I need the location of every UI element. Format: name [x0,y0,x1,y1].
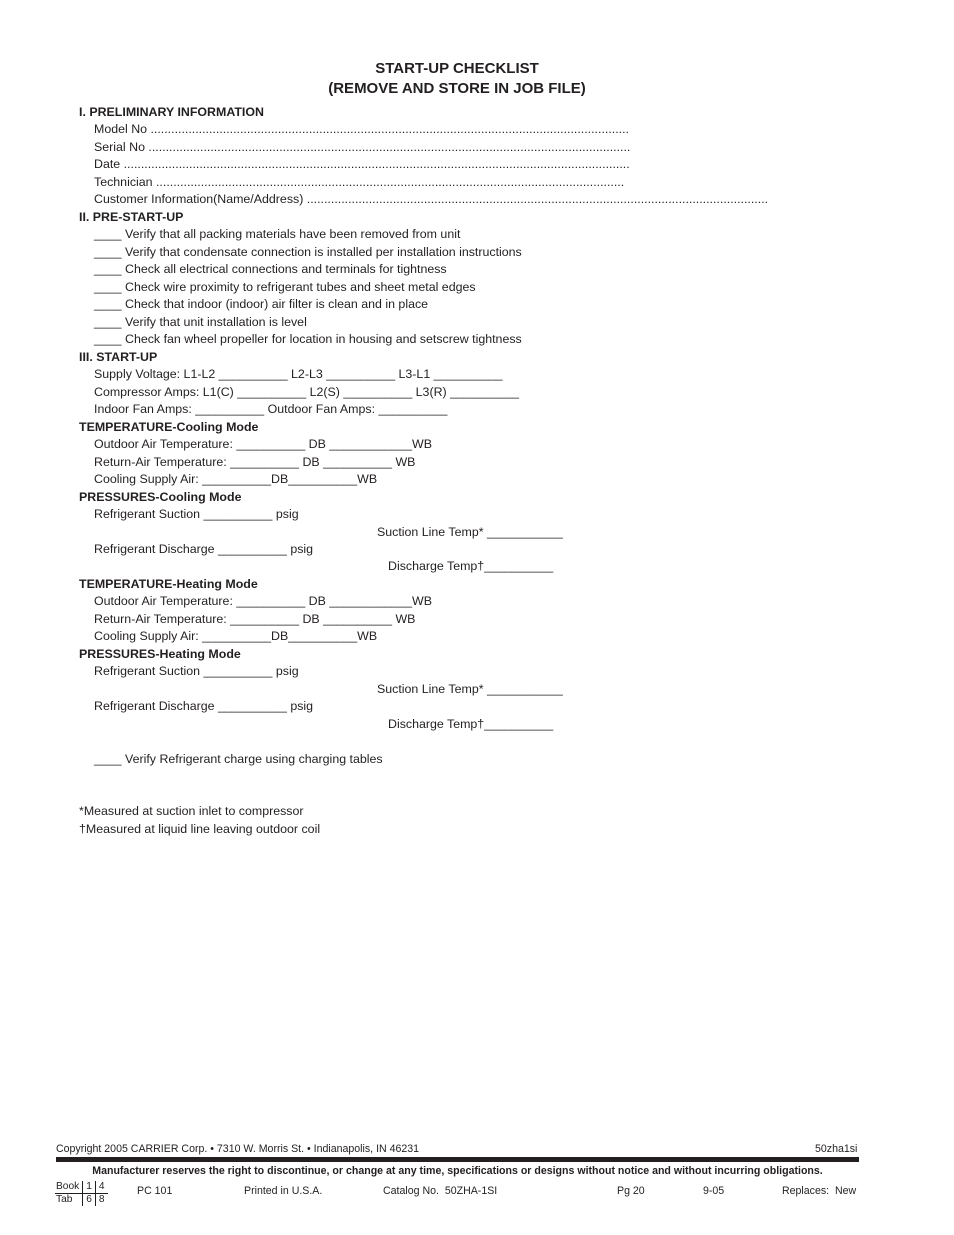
checklist-line: ____ Verify Refrigerant charge using charging tables [94,752,383,766]
checklist-line: †Measured at liquid line leaving outdoor coil [79,822,321,836]
checklist-line: Serial No ............................................................................................................................................ [94,140,631,154]
checklist-line: *Measured at suction inlet to compressor [79,804,304,818]
disclaimer: Manufacturer reserves the right to discontinue, or change at any time, specifications or designs without notice and without incurring obligations. [92,1165,823,1177]
checklist-line: Refrigerant Discharge __________ psig [94,699,314,713]
tab-number-2: 8 [95,1194,107,1207]
checklist-line: Cooling Supply Air: __________DB__________WB [94,472,378,486]
checklist-line: Suction Line Temp* ___________ [377,525,563,539]
document-code: 50zha1si [815,1143,858,1155]
checklist-line: ____ Check fan wheel propeller for location in housing and setscrew tightness [94,332,522,346]
checklist-line: Discharge Temp†__________ [388,717,554,731]
checklist-line: ____ Check all electrical connections and terminals for tightness [94,262,447,276]
book-number-1: 1 [83,1181,96,1194]
book-tab-table [55,1181,108,1206]
checklist-line: ____ Check that indoor (indoor) air filter is clean and in place [94,297,429,311]
checklist-line: ____ Verify that all packing materials have been removed from unit [94,227,461,241]
checklist-line: Suction Line Temp* ___________ [377,682,563,696]
checklist-line: Technician ........................................................................................................................................ [94,175,625,189]
checklist-line: Refrigerant Suction __________ psig [94,507,299,521]
checklist-line: Refrigerant Suction __________ psig [94,664,299,678]
section-heading: I. PRELIMINARY INFORMATION [79,105,264,119]
page-title: START-UP CHECKLIST [375,60,539,77]
checklist-line: Outdoor Air Temperature: __________ DB ____________WB [94,594,432,608]
checklist-line: ____ Verify that condensate connection is installed per installation instructions [94,245,522,259]
checklist-line: Customer Information(Name/Address) ...................................................................................................................................... [94,192,769,206]
book-label: Book [55,1181,83,1194]
pc-code: PC 101 [137,1185,173,1197]
checklist-line: Cooling Supply Air: __________DB__________WB [94,629,378,643]
section-heading: PRESSURES-Heating Mode [79,647,241,661]
printed-in: Printed in U.S.A. [244,1185,323,1197]
print-date: 9-05 [703,1185,725,1197]
checklist-line: Discharge Temp†__________ [388,559,554,573]
section-heading: PRESSURES-Cooling Mode [79,490,242,504]
tab-label: Tab [56,1194,73,1205]
checklist-line: ____ Verify that unit installation is level [94,315,307,329]
checklist-line: ____ Check wire proximity to refrigerant tubes and sheet metal edges [94,280,476,294]
footer-rule [56,1157,859,1162]
checklist-line: Model No ........................................................................................................................................... [94,122,629,136]
checklist-line: Outdoor Air Temperature: __________ DB ____________WB [94,437,432,451]
page-subtitle: (REMOVE AND STORE IN JOB FILE) [328,80,586,97]
book-number-2: 4 [95,1181,107,1194]
section-heading: TEMPERATURE-Heating Mode [79,577,258,591]
section-heading: TEMPERATURE-Cooling Mode [79,420,259,434]
section-heading: III. START-UP [79,350,158,364]
section-heading: II. PRE-START-UP [79,210,184,224]
checklist-line: Date ................................................................................................................................................... [94,157,630,171]
checklist-line: Return-Air Temperature: __________ DB __________ WB [94,612,416,626]
page-number: Pg 20 [617,1185,645,1197]
checklist-line: Return-Air Temperature: __________ DB __________ WB [94,455,416,469]
checklist-line: Indoor Fan Amps: __________ Outdoor Fan Amps: __________ [94,402,448,416]
replaces: Replaces: New [782,1185,857,1197]
catalog-number: Catalog No. 50ZHA-1SI [383,1185,498,1197]
checklist-line: Compressor Amps: L1(C) __________ L2(S) __________ L3(R) __________ [94,385,520,399]
checklist-line: Refrigerant Discharge __________ psig [94,542,314,556]
tab-number-1: 6 [83,1194,96,1207]
copyright-line: Copyright 2005 CARRIER Corp. • 7310 W. Morris St. • Indianapolis, IN 46231 [56,1143,420,1155]
checklist-line: Supply Voltage: L1-L2 __________ L2-L3 __________ L3-L1 __________ [94,367,503,381]
